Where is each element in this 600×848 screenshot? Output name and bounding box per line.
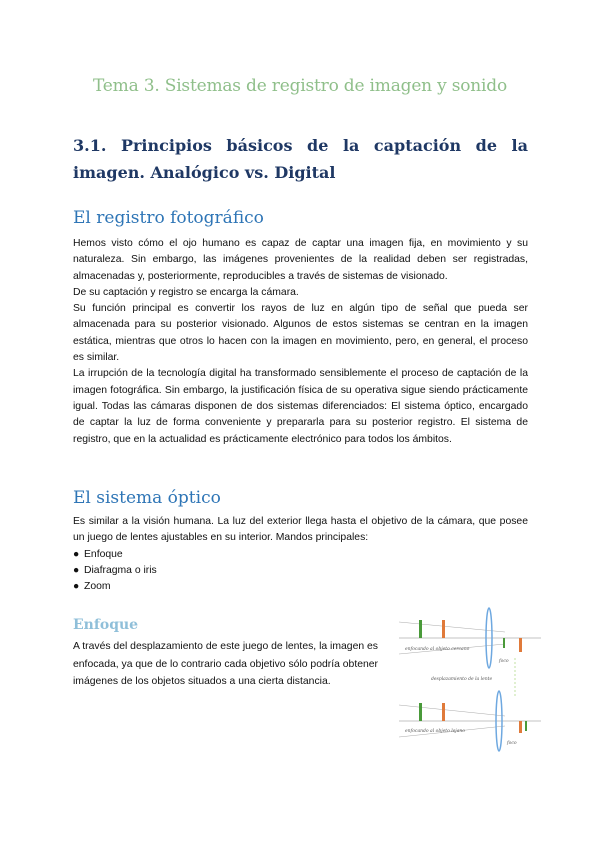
green-image-marker xyxy=(525,721,527,731)
focus-label: foco xyxy=(499,659,509,664)
document-title: Tema 3. Sistemas de registro de imagen y sonido xyxy=(92,76,508,96)
light-ray xyxy=(399,705,505,716)
optico-body xyxy=(73,514,528,595)
diagram-label-bottom: enfocando al objeto lejano xyxy=(405,729,465,734)
orange-object-marker xyxy=(442,703,445,721)
diagram-label-top: enfocando al objeto cercano xyxy=(405,647,470,652)
registro-paragraph: De su captación y registro se encarga la cámara. xyxy=(73,286,299,298)
enfoque-heading: Enfoque xyxy=(73,617,139,633)
registro-paragraph: Su función principal es convertir los rayos de luz en algún tipo de señal que pueda ser almacenada para su posterior visionado. Algunos de estos sistemas se centran en la imagen estática, mientras que otros lo hacen con la imagen en movimiento, pero, en general, el proceso es similar. xyxy=(73,303,528,364)
enfoque-paragraph: A través del desplazamiento de este juego de lentes, la imagen es enfocada, ya que de lo contrario cada objetivo sólo podría obtener imágenes de los objetos situados a una cierta distancia. xyxy=(73,641,379,687)
green-object-marker xyxy=(419,620,422,638)
registro-paragraph: La irrupción de la tecnología digital ha transformado sensiblemente el proceso de captación de la imagen fotográfica. Sin embargo, la justificación física de su operativa sigue siendo prácticamente igual. Todas las cámaras disponen de dos sistemas diferenciados: El sistema óptico, encargado de captar la luz de forma conveniente y prepararla para su posterior registro. El sistema de registro, que en la actualidad es prácticamente electrónico para todos los ámbitos. xyxy=(73,368,528,445)
enfoque-body xyxy=(73,638,378,691)
controls-list xyxy=(73,547,528,596)
light-ray xyxy=(399,622,505,632)
list-item: ● Diafragma o iris xyxy=(73,563,528,579)
bullet-icon: ● xyxy=(73,548,80,560)
orange-image-marker xyxy=(519,638,522,652)
bullet-icon: ● xyxy=(73,564,80,576)
bullet-icon: ● xyxy=(73,581,80,593)
list-item: ● Zoom xyxy=(73,579,528,595)
diagram-label-middle: desplazamiento de la lente xyxy=(431,677,493,682)
section-heading: 3.1. Principios básicos de la captación de la imagen. Analógico vs. Digital xyxy=(73,136,528,182)
orange-object-marker xyxy=(442,620,445,638)
registro-body xyxy=(73,236,528,448)
focus-diagram xyxy=(395,598,543,758)
green-object-marker xyxy=(419,703,422,721)
registro-paragraph: Hemos visto cómo el ojo humano es capaz de captar una imagen fija, en movimiento y su naturaleza. Sin embargo, las imágenes provenientes de la realidad deben ser registradas, almacenadas y, posteriormente, reproducibles a través de sistemas de visionado. xyxy=(73,238,528,282)
focus-label: foco xyxy=(507,741,517,746)
orange-image-marker xyxy=(519,721,522,733)
green-image-marker xyxy=(503,638,505,648)
optico-heading: El sistema óptico xyxy=(73,488,221,508)
list-item: ● Enfoque xyxy=(73,547,528,563)
registro-heading: El registro fotográfico xyxy=(73,208,264,228)
optico-intro: Es similar a la visión humana. La luz del exterior llega hasta el objetivo de la cámara, que posee un juego de lentes ajustables en su interior. Mandos principales: xyxy=(73,516,528,544)
